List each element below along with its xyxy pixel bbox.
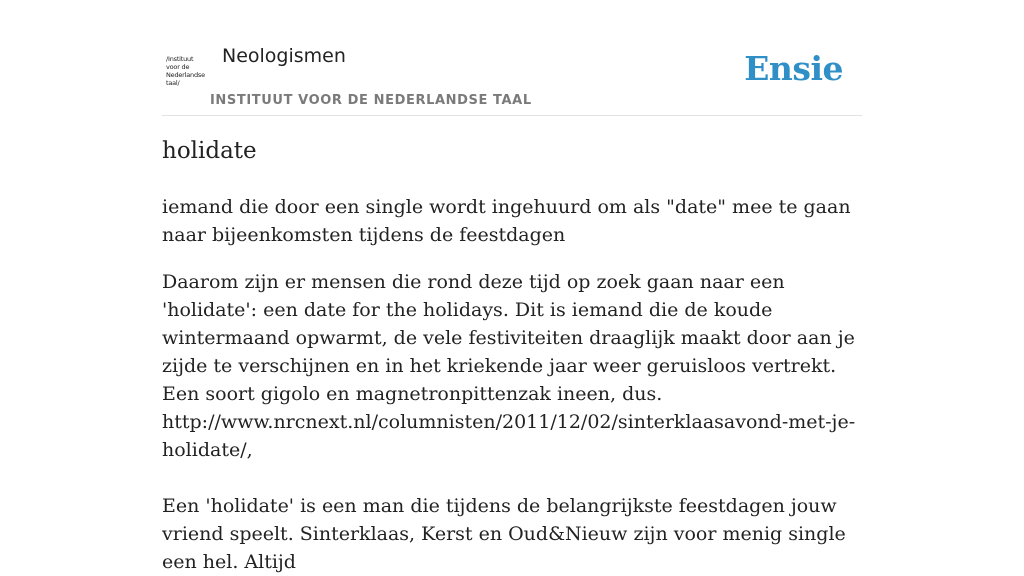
content-container: [162, 0, 862, 573]
logo-line: voor de: [166, 63, 190, 71]
entry-example: Daarom zijn er mensen die rond deze tijd op zoek gaan naar een 'holidate': een date for the holidays. Dit is iemand die de koude wintermaand opwarmt, de vele festiviteiten draaglijk maakt door aan je zijde te verschijnen en in het kriekende jaar weer geruisloos vertrekt. Een soort gigolo en magnetronpittenzak ineen, dus. http://www.nrcnext.nl/columnisten/2011/12/02/sinterklaasavond-met-je-holidate/, Een 'holidate' is een man die tijdens de belangrijkste feestdagen jouw vriend speelt. Sinterklaas, Kerst en Oud&Nieuw zijn voor menig single een hel. Altijd: [162, 271, 856, 573]
entry-term: holidate: [162, 138, 257, 164]
logo-line: taal/: [166, 79, 180, 87]
source-subtitle: INSTITUUT VOOR DE NEDERLANDSE TAAL: [210, 93, 532, 108]
logo-line: /Instituut: [166, 55, 194, 63]
header: [162, 0, 862, 116]
logo-line: Nederlandse: [166, 71, 205, 79]
brand-logo[interactable]: Ensie: [744, 49, 843, 88]
source-title[interactable]: Neologismen: [222, 45, 346, 67]
institute-logo[interactable]: [166, 55, 210, 91]
entry-definition: iemand die door een single wordt ingehuurd om als "date" mee te gaan naar bijeenkomsten tijdens de feestdagen: [162, 196, 851, 246]
